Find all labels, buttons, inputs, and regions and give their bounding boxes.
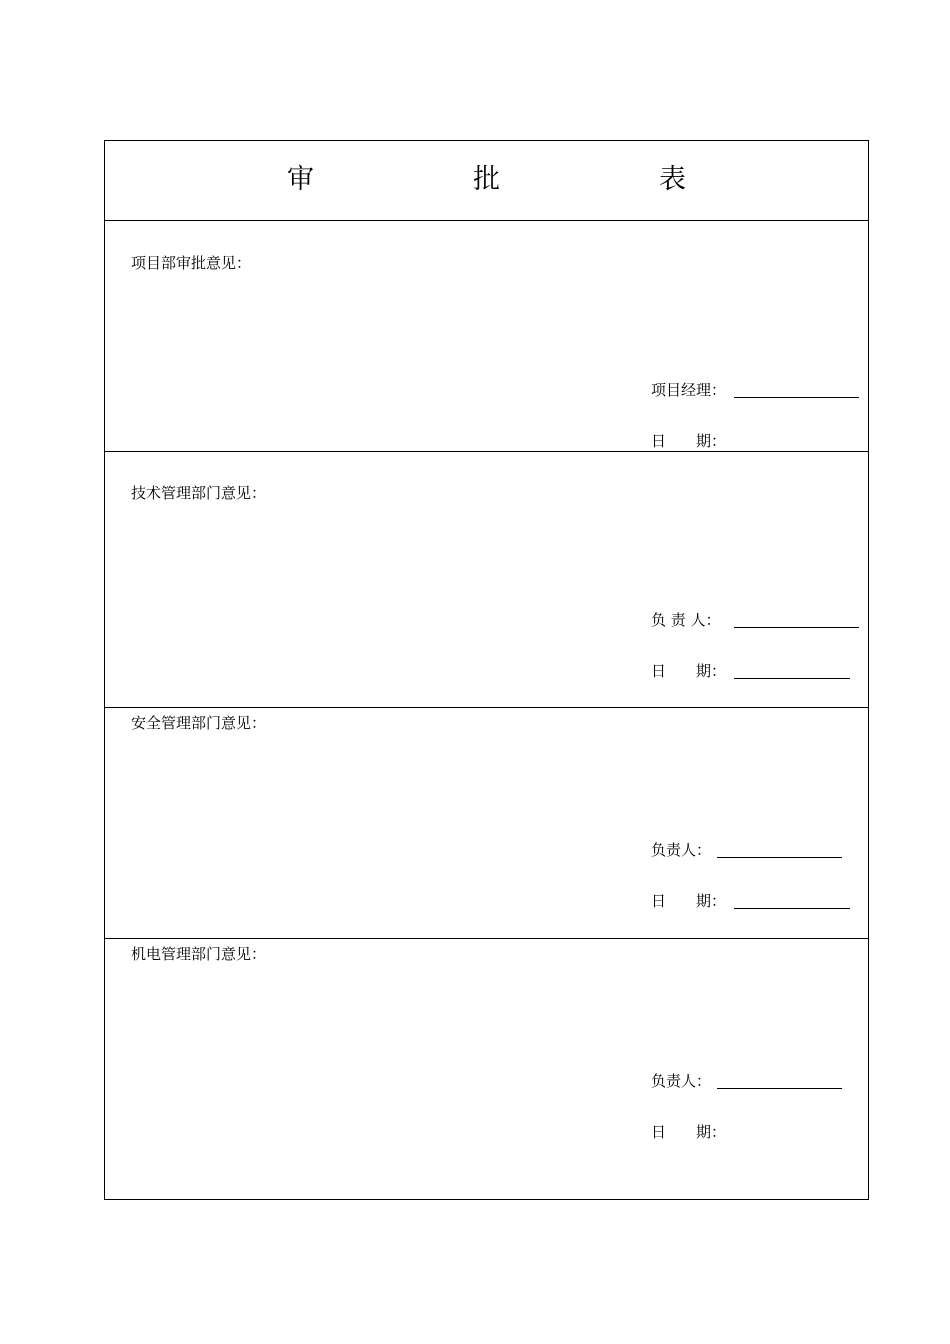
section-title: 机电管理部门意见： — [131, 945, 267, 963]
title-row — [105, 141, 868, 221]
date-label: 日 期： — [651, 432, 727, 450]
signer-field[interactable] — [734, 397, 859, 398]
signer-field[interactable] — [717, 857, 842, 858]
approval-form — [104, 140, 869, 1200]
section-title: 安全管理部门意见： — [131, 714, 267, 732]
section-project-dept — [105, 221, 868, 452]
signer-field[interactable] — [717, 1088, 842, 1089]
signer-label: 项目经理： — [651, 381, 727, 399]
section-title: 项目部审批意见： — [131, 254, 252, 272]
signer-field[interactable] — [734, 627, 859, 628]
form-title: 审 批 表 — [287, 164, 752, 195]
section-tech-dept — [105, 452, 868, 708]
date-field[interactable] — [734, 678, 850, 679]
signer-label: 负责人： — [651, 1072, 712, 1090]
section-electromech-dept — [105, 939, 868, 1199]
date-label: 日 期： — [651, 892, 727, 910]
section-safety-dept — [105, 708, 868, 939]
section-title: 技术管理部门意见： — [131, 484, 267, 502]
date-field[interactable] — [734, 908, 850, 909]
signer-label: 负责人： — [651, 841, 712, 859]
date-label: 日 期： — [651, 662, 727, 680]
date-label: 日 期： — [651, 1123, 727, 1141]
signer-label: 负 责 人： — [651, 611, 721, 629]
